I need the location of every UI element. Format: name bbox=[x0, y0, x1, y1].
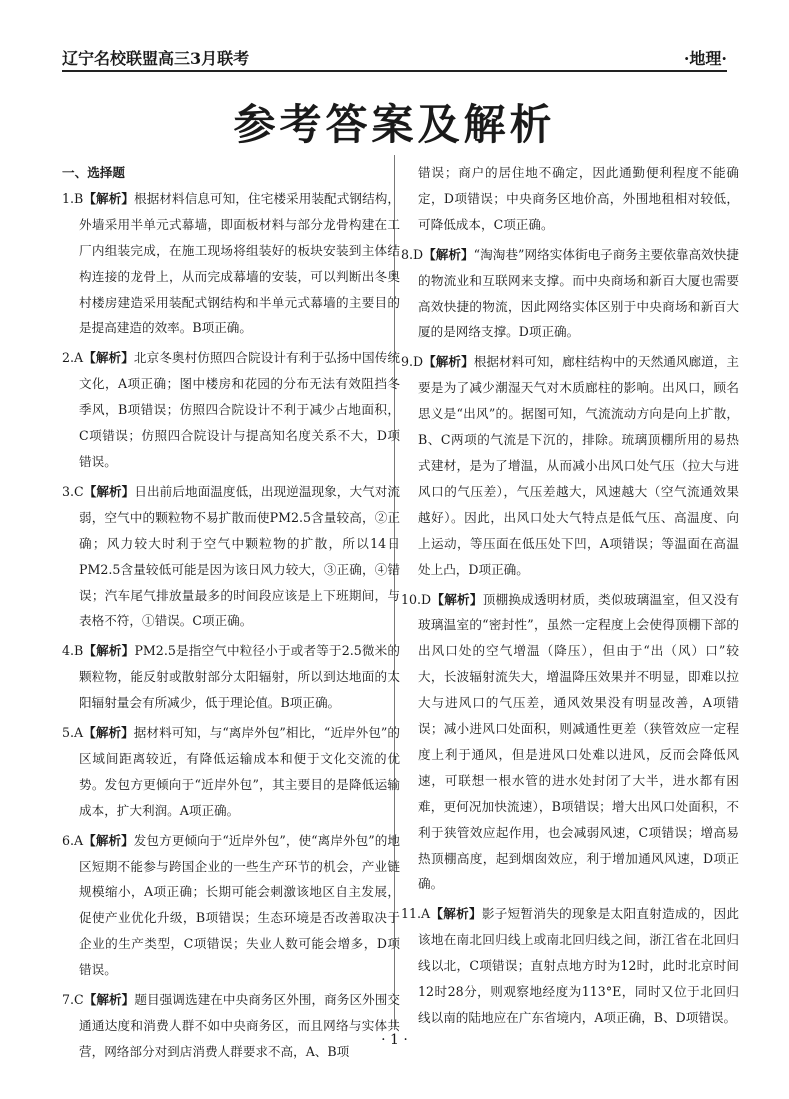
page-number: · 1 · bbox=[381, 1032, 408, 1048]
question-7 bbox=[62, 987, 400, 1065]
question-7-continued bbox=[401, 160, 739, 238]
analysis-tag: 【解析】 bbox=[83, 350, 134, 366]
question-label: 1.B bbox=[62, 190, 84, 206]
question-11 bbox=[401, 901, 739, 1031]
question-label: 4.B bbox=[62, 643, 84, 659]
analysis-tag: 【解析】 bbox=[431, 591, 483, 607]
analysis-tag: 【解析】 bbox=[430, 906, 482, 922]
analysis-tag: 【解析】 bbox=[423, 354, 474, 370]
question-9 bbox=[401, 349, 739, 582]
right-column bbox=[401, 160, 739, 1035]
question-text: 根据材料可知，廊柱结构中的天然通风廊道，主要是为了减少潮湿天气对木质廊柱的影响。出风口，顾名思义是“出风”的。据图可知，气流流动方向是向上扩散，B、C两项的气流是下沉的，排除。琉璃顶棚所用的易热式建材，是为了增温，从而减小出风口处气压（拉大与进风口的气压差），气压差越大，风速越大（空气流通效果越好）。因此，出风口处大气特点是低气压、高温度、向上运动，等压面在低压处下凹，A项错误；等温面在高温处上凸，D项正确。 bbox=[418, 354, 740, 577]
left-column bbox=[62, 160, 400, 1069]
question-label: 8.D bbox=[401, 246, 424, 262]
question-label: 11.A bbox=[401, 906, 431, 922]
question-label: 2.A bbox=[62, 350, 84, 366]
question-text: “淘淘巷”网络实体街电子商务主要依靠高效快捷的物流业和互联网来支撑。而中央商场和新百大厦也需要高效快捷的物流，因此网络实体区别于中央商场和新百大厦的是网络支撑。D项正确。 bbox=[418, 246, 740, 340]
question-label: 9.D bbox=[401, 354, 424, 370]
subject-label: ·地理· bbox=[683, 49, 727, 68]
analysis-tag: 【解析】 bbox=[83, 483, 135, 499]
analysis-tag: 【解析】 bbox=[83, 643, 135, 659]
question-6 bbox=[62, 828, 400, 983]
question-2 bbox=[62, 345, 400, 475]
question-8 bbox=[401, 242, 739, 346]
question-label: 7.C bbox=[62, 992, 84, 1008]
question-text: PM2.5是指空气中粒径小于或者等于2.5微米的颗粒物，能反射或散射部分太阳辐射，所以到达地面的太阳辐射量会有所减少，低于理论值。B项正确。 bbox=[79, 643, 400, 711]
question-text: 据材料可知，与“离岸外包”相比，“近岸外包”的区域间距离较近，有降低运输成本和便于文化交流的优势。发包方更倾向于“近岸外包”，其主要目的是降低运输成本，扩大利润。A项正确。 bbox=[79, 725, 400, 818]
question-text: 顶棚换成透明材质，类似玻璃温室，但又没有玻璃温室的“密封性”，虽然一定程度上会使得顶棚下部的出风口处的空气增温（降压），但由于“出（风）口”较大，长波辐射流失大，增温降压效果并不明显，即难以拉大与进风口的气压差，通风效果没有明显改善，A项错误；减小进风口处面积，则减通性更差（狭管效应一定程度上利于通风，但是进风口处难以进风，反而会降低风速，可联想一根水管的进水处封闭了大半，进水都有困难，更何况加快流速），B项错误；增大出风口处面积，不利于狭管效应起作用，也会减弱风速，C项错误；增高易热顶棚高度，起到烟囱效应，利于增加通风风速，D项正确。 bbox=[418, 591, 740, 892]
question-4 bbox=[62, 638, 400, 716]
question-3 bbox=[62, 479, 400, 634]
question-text: 北京冬奥村仿照四合院设计有利于弘扬中国传统文化，A项正确；图中楼房和花园的分布无法有效阻挡冬季风，B项错误；仿照四合院设计不利于减少占地面积，C项错误；仿照四合院设计与提高知名度关系不大，D项错误。 bbox=[79, 350, 401, 469]
question-text: 发包方更倾向于“近岸外包”，使“离岸外包”的地区短期不能参与跨国企业的一些生产环节的机会，产业链规模缩小，A项正确；长期可能会刺激该地区自主发展，促使产业优化升级，B项错误；生态环境是否改善取决于企业的生产类型，C项错误；失业人数可能会增多，D项错误。 bbox=[79, 832, 400, 978]
question-text: 根据材料信息可知，住宅楼采用装配式钢结构，外墙采用半单元式幕墙，即面板材料与部分龙骨构建在工厂内组装完成，在施工现场将组装好的板块安装到主体结构连接的龙骨上，从而完成幕墙的安装，可以判断出冬奥村楼房建造采用装配式钢结构和半单元式幕墙的主要目的是提高建造的效率。B项正确。 bbox=[79, 190, 400, 336]
analysis-tag: 【解析】 bbox=[83, 190, 135, 206]
question-text: 错误；商户的居住地不确定，因此通勤便利程度不能确定，D项错误；中央商务区地价高，外围地租相对较低，可降低成本，C项正确。 bbox=[418, 165, 739, 232]
question-label: 5.A bbox=[62, 725, 84, 741]
question-5 bbox=[62, 720, 400, 824]
question-10 bbox=[401, 587, 739, 898]
section-title: 一、选择题 bbox=[62, 165, 125, 180]
page-title: 参考答案及解析 bbox=[233, 100, 556, 149]
question-label: 3.C bbox=[62, 483, 84, 499]
analysis-tag: 【解析】 bbox=[423, 246, 474, 262]
question-text: 日出前后地面温度低，出现逆温现象，大气对流弱，空气中的颗粒物不易扩散而使PM2.5含量较高，②正确；风力较大时利于空气中颗粒物的扩散，所以14日PM2.5含量较低可能是因为该日风力较大，③正确，④错误；汽车尾气排放量最多的时间段应该是上下班期间，与表格不符，①错误。C项正确。 bbox=[79, 483, 401, 629]
question-text: 题目强调选建在中央商务区外围，商务区外围交通通达度和消费人群不如中央商务区，而且网络与实体共营，网络部分对到店消费人群要求不高，A、B项 bbox=[79, 992, 401, 1059]
analysis-tag: 【解析】 bbox=[83, 832, 134, 848]
page-header bbox=[62, 30, 727, 72]
question-text: 影子短暂消失的现象是太阳直射造成的，因此该地在南北回归线上或南北回归线之间，浙江省在北回归线以北，C项错误；直射点地方时为12时，此时北京时间12时28分，则观察地经度为113°E，同时又位于北回归线以南的陆地应在广东省境内，A项正确，B、D项错误。 bbox=[418, 906, 740, 1025]
question-label: 6.A bbox=[62, 832, 84, 848]
question-label: 10.D bbox=[401, 591, 432, 607]
exam-name: 辽宁名校联盟高三3月联考 bbox=[62, 49, 250, 68]
analysis-tag: 【解析】 bbox=[83, 992, 135, 1008]
analysis-tag: 【解析】 bbox=[83, 725, 134, 741]
question-1 bbox=[62, 186, 400, 341]
